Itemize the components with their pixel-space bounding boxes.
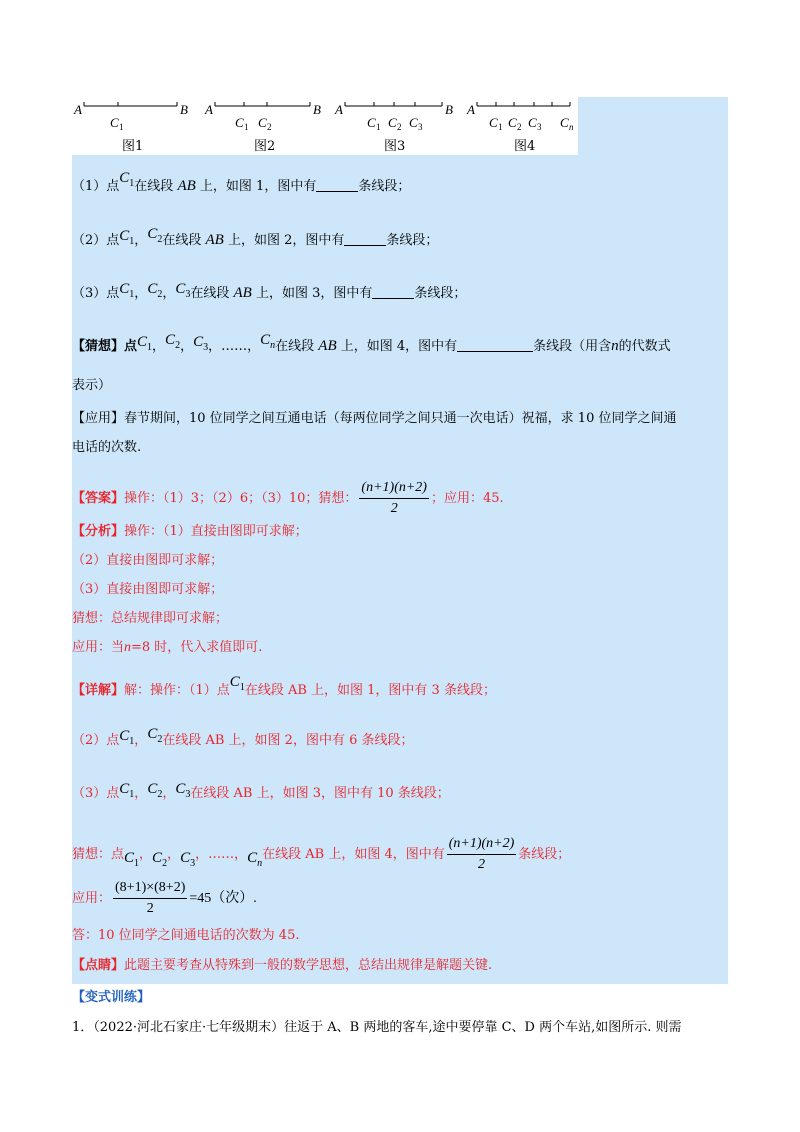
fig1-caption: 图1 <box>122 139 144 154</box>
exercise-1: 1．（2022·河北石家庄·七年级期末）往返于 A、B 两地的客车,途中要停靠 C、D 两个车站,如图所示. 则需 <box>72 1020 682 1035</box>
answer-heading: 【答案】 <box>72 491 125 506</box>
fig1-label-c1-sub: 1 <box>119 122 124 132</box>
fig4-label-c1: C <box>489 115 498 130</box>
q1-tail: 上，如图 1，图中有 <box>199 179 317 194</box>
fig3-caption: 图3 <box>384 139 406 154</box>
q3-blank[interactable] <box>372 284 414 299</box>
apply-line-1: 【应用】春节期间，10 位同学之间互通电话（每两位同学之间只通一次电话）祝福，求 10 位同学之间通 <box>72 411 677 426</box>
detail-2-point-1: $C_1$ <box>119 728 135 747</box>
q3-sep-2: ， <box>162 286 176 301</box>
detail-guess-point-n: $C_n$ <box>247 850 263 869</box>
q1-point: $C_1$ <box>119 170 135 189</box>
guess-point-n: $C_n$ <box>260 332 276 351</box>
fig2-label-b: B <box>313 102 321 117</box>
q2-number: （2）点 <box>72 233 120 248</box>
fig4-label-cn-sub: n <box>569 122 574 132</box>
dianqing-heading: 【点睛】 <box>72 958 125 973</box>
figure-1 <box>73 102 188 132</box>
detail-3-point-1: $C_1$ <box>119 781 135 800</box>
fig2-caption: 图2 <box>254 139 276 154</box>
fig2-label-c2-sub: 2 <box>267 122 272 132</box>
apply-line-2: 电话的次数. <box>72 440 142 455</box>
detail-guess-point-2: $C_2$ <box>152 850 168 869</box>
q3-tail: 上，如图 3，图中有 <box>255 286 373 301</box>
guess-tail: 上，如图 4，图中有 <box>340 339 458 354</box>
guess-dots: ，……， <box>208 339 261 354</box>
fig2-label-a: A <box>205 102 213 117</box>
detail-guess-fraction: $\frac{(n+1)(n+2)}{2}$ <box>448 836 515 872</box>
q3-end: 条线段； <box>414 286 467 301</box>
guess-line-2: 表示） <box>72 378 112 393</box>
detail-apply-result: =45（次）. <box>189 891 257 906</box>
detail-3-point-2: $C_2$ <box>147 781 163 800</box>
q2-blank[interactable] <box>344 231 386 246</box>
figure-2 <box>204 102 321 132</box>
q1-text: 在线段 <box>134 179 174 194</box>
analysis-line-5: 应用：当n=8 时，代入求值即可. <box>72 640 263 655</box>
detail-answer-line: 答：10 位同学之间通电话的次数为 45. <box>72 928 300 943</box>
q1-number: （1）点 <box>72 179 120 194</box>
fig3-label-c1: C <box>367 115 376 130</box>
fig3-label-b: B <box>445 102 453 117</box>
fig3-label-c1-sub: 1 <box>376 122 381 132</box>
guess-sep-1: ， <box>152 339 166 354</box>
guess-end-2: 的代数式 <box>618 339 671 354</box>
q3-point-2: $C_2$ <box>147 281 163 300</box>
q2-segment: AB <box>205 232 224 248</box>
fig3-label-c3-sub: 3 <box>418 122 423 132</box>
q1-segment: AB <box>177 178 196 194</box>
figure-3 <box>334 102 453 132</box>
detail-line-3: （3）点$C_1$，$C_2$，$C_3$在线段 AB 上，如图 3，图中有 10 条线段； <box>72 781 450 801</box>
fig4-caption: 图4 <box>514 139 536 154</box>
fig2-label-c1: C <box>235 115 244 130</box>
q2-point-2: $C_2$ <box>147 226 163 245</box>
q2-text: 在线段 <box>162 233 202 248</box>
fig3-label-c2: C <box>388 115 397 130</box>
dianqing-line <box>72 956 492 976</box>
detail-line-1 <box>72 674 496 706</box>
fig1-label-c1: C <box>110 115 119 130</box>
q1-blank[interactable] <box>316 177 358 192</box>
guess-text: 在线段 <box>275 339 315 354</box>
fig1-label-a: A <box>74 102 82 117</box>
detail-guess-point-3: $C_3$ <box>180 850 196 869</box>
detail-apply-line: 应用： $\frac{(8+1)\times(8+2)}{2}$ =45（次）. <box>72 878 257 919</box>
detail-apply-fraction: $\frac{(8+1)\times(8+2)}{2}$ <box>115 880 186 916</box>
figure-4 <box>466 102 574 132</box>
figures-strip <box>72 97 578 155</box>
variant-heading: 【变式训练】 <box>72 990 151 1005</box>
guess-n: n <box>611 338 619 354</box>
analysis-line-2: （2）直接由图即可求解； <box>72 553 224 568</box>
analysis-line-1 <box>72 522 308 542</box>
q3-point-1: $C_1$ <box>119 281 135 300</box>
q2-point-1: $C_1$ <box>119 228 135 247</box>
guess-segment: AB <box>318 338 337 354</box>
analysis-text-1: 操作：（1）直接由图即可求解； <box>124 524 308 539</box>
guess-point-2: $C_2$ <box>165 332 181 351</box>
q3-segment: AB <box>233 285 252 301</box>
question-2 <box>72 226 439 256</box>
guess-blank[interactable] <box>457 337 533 352</box>
q3-sep-1: ， <box>134 286 148 301</box>
answer-tail: ；应用：45. <box>430 491 504 506</box>
q2-sep: ， <box>134 233 148 248</box>
detail-heading: 【详解】 <box>72 683 125 698</box>
fig2-label-c1-sub: 1 <box>244 122 249 132</box>
detail-2-point-2: $C_2$ <box>147 726 163 745</box>
segment-figures <box>72 97 578 155</box>
q3-number: （3）点 <box>72 286 120 301</box>
question-1 <box>72 170 411 202</box>
guess-point-3: $C_3$ <box>193 334 209 353</box>
q3-point-3: $C_3$ <box>175 281 191 300</box>
guess-sep-2: ， <box>180 339 194 354</box>
fig3-label-a: A <box>335 102 343 117</box>
fig4-label-a: A <box>467 102 475 117</box>
guess-line-1 <box>72 332 671 362</box>
q1-end: 条线段； <box>358 179 411 194</box>
answer-fraction: $\frac{(n+1)(n+2)}{2}$ <box>361 480 427 516</box>
fig4-label-c3-sub: 3 <box>537 122 542 132</box>
detail-guess-line: 猜想：点$C_1$，$C_2$，$C_3$，……，$C_n$在线段 AB 上，如图 4，图中有 $\frac{(n+1)(n+2)}{2}$ 条线段； <box>72 834 570 875</box>
question-3 <box>72 283 466 309</box>
detail-1-text: 解：操作：（1）点 <box>124 683 230 698</box>
fig4-label-c1-sub: 1 <box>498 122 503 132</box>
fig4-label-c3: C <box>528 115 537 130</box>
detail-guess-point-1: $C_1$ <box>124 850 140 869</box>
q2-tail: 上，如图 2，图中有 <box>227 233 345 248</box>
answer-line <box>72 478 504 519</box>
dianqing-text: 此题主要考查从特殊到一般的数学思想，总结出规律是解题关键. <box>124 958 493 973</box>
answer-text: 操作：（1）3；（2）6；（3）10；猜想： <box>124 491 358 506</box>
fig3-label-c2-sub: 2 <box>397 122 402 132</box>
fig4-label-c2-sub: 2 <box>517 122 522 132</box>
analysis-heading: 【分析】 <box>72 524 125 539</box>
guess-point-1: $C_1$ <box>137 334 153 353</box>
q2-end: 条线段； <box>386 233 439 248</box>
detail-1-point: $C_1$ <box>229 674 245 693</box>
analysis-line-3: （3）直接由图即可求解； <box>72 582 224 597</box>
detail-1-tail: 在线段 AB 上，如图 1，图中有 3 条线段； <box>244 683 496 698</box>
analysis-line-4: 猜想：总结规律即可求解； <box>72 611 229 626</box>
fig4-label-cn: C <box>560 115 569 130</box>
fig4-label-c2: C <box>508 115 517 130</box>
detail-3-point-3: $C_3$ <box>175 781 191 800</box>
detail-line-2: （2）点$C_1$，$C_2$在线段 AB 上，如图 2，图中有 6 条线段； <box>72 726 414 748</box>
guess-end: 条线段（用含 <box>533 339 612 354</box>
guess-heading: 【猜想】点 <box>72 339 138 354</box>
fig1-label-b: B <box>180 102 188 117</box>
fig3-label-c3: C <box>409 115 418 130</box>
q3-text: 在线段 <box>190 286 230 301</box>
fig2-label-c2: C <box>258 115 267 130</box>
